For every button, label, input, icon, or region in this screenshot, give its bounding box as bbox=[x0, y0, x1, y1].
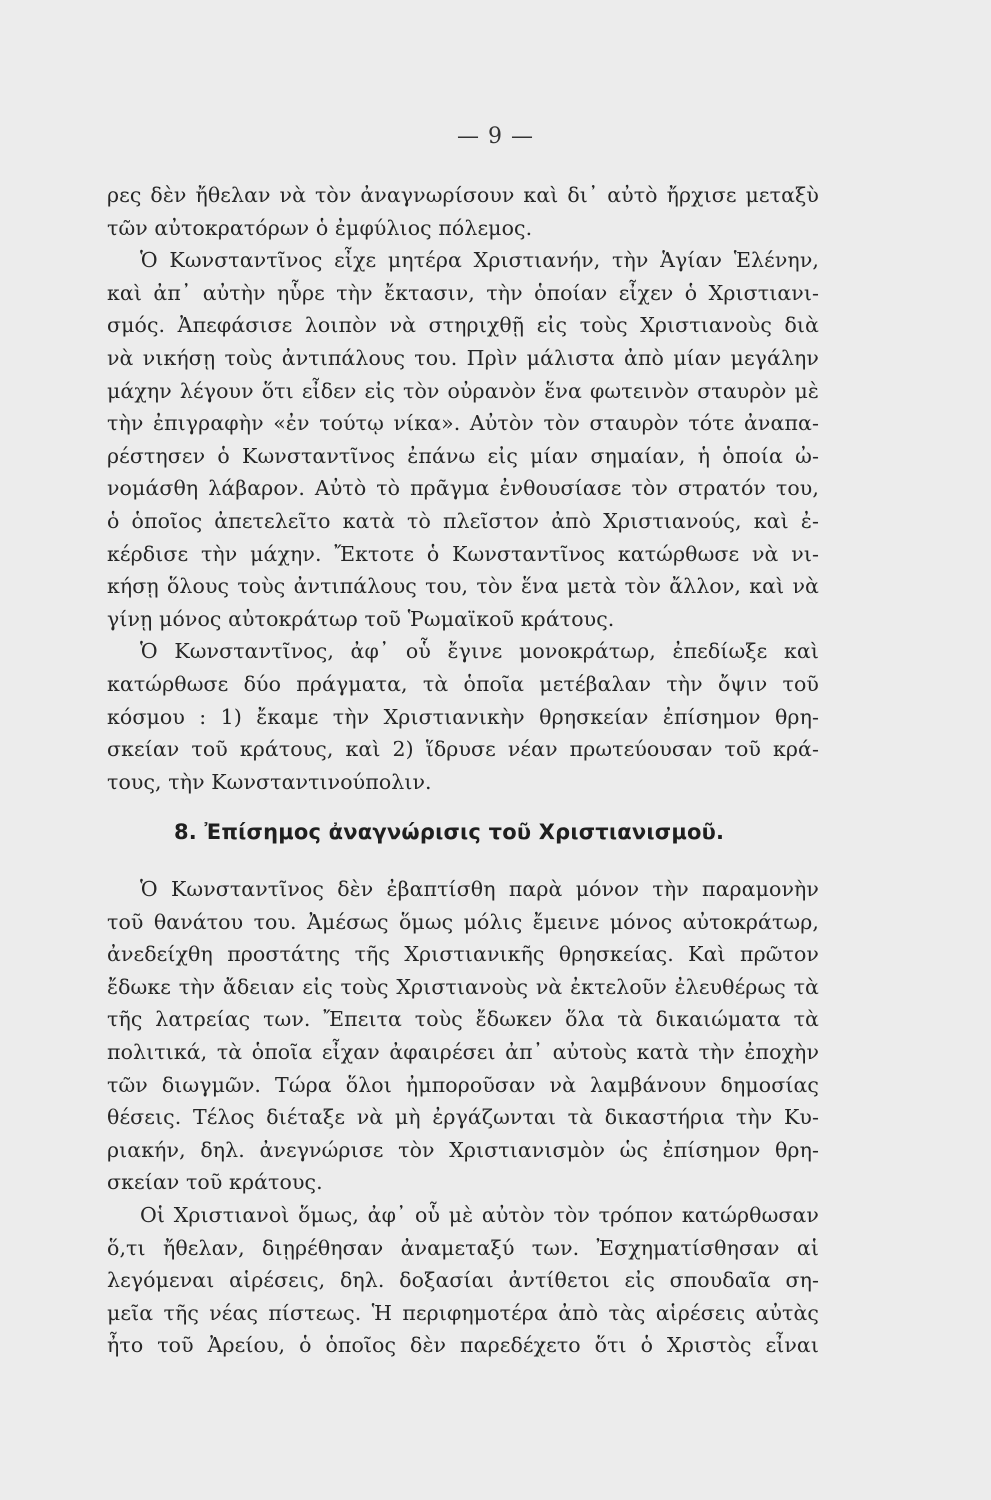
text-line: τῶν αὐτοκρατόρων ὁ ἐμφύλιος πόλεμος. bbox=[107, 215, 533, 240]
text-line: τῶν διωγμῶν. Τώρα ὅλοι ἠμποροῦσαν νὰ λαμβάνουν δημοσίας bbox=[107, 1072, 819, 1097]
text-line: σκείαν τοῦ κράτους, καὶ 2) ἵδρυσε νέαν πρωτεύουσαν τοῦ κρά- bbox=[107, 737, 819, 762]
text-line: κόσμου : 1) ἔκαμε τὴν Χριστιανικὴν θρησκείαν ἐπίσημον θρη- bbox=[107, 704, 819, 729]
text-line: σμός. Ἀπεφάσισε λοιπὸν νὰ στηριχθῇ εἰς τοὺς Χριστιανοὺς διὰ bbox=[107, 313, 819, 338]
text-line: ὁ ὁποῖος ἀπετελεῖτο κατὰ τὸ πλεῖστον ἀπὸ Χριστιανούς, καὶ ἐ- bbox=[107, 508, 819, 533]
text-line: καὶ ἀπ᾽ αὐτὴν ηὗρε τὴν ἔκτασιν, τὴν ὁποίαν εἶχεν ὁ Χριστιανι- bbox=[107, 280, 819, 305]
text-line: γίνῃ μόνος αὐτοκράτωρ τοῦ Ῥωμαϊκοῦ κράτους. bbox=[107, 606, 615, 631]
text-line: μάχην λέγουν ὅτι εἶδεν εἰς τὸν οὐρανὸν ἕνα φωτεινὸν σταυρὸν μὲ bbox=[107, 378, 819, 403]
text-line: κατώρθωσε δύο πράγματα, τὰ ὁποῖα μετέβαλαν τὴν ὄψιν τοῦ bbox=[107, 671, 819, 696]
text-line: τῆς λατρείας των. Ἔπειτα τοὺς ἔδωκεν ὅλα τὰ δικαιώματα τὰ bbox=[107, 1007, 819, 1032]
text-line: ὅ,τι ἤθελαν, διῃρέθησαν ἀναμεταξύ των. Ἐσχηματίσθησαν αἱ bbox=[107, 1235, 819, 1260]
text-line: κέρδισε τὴν μάχην. Ἔκτοτε ὁ Κωνσταντῖνος κατώρθωσε νὰ νι- bbox=[107, 541, 819, 566]
text-line: Οἱ Χριστιανοὶ ὅμως, ἀφ᾽ οὗ μὲ αὐτὸν τὸν τρόπον κατώρθωσαν bbox=[140, 1202, 819, 1227]
text-line: ἔδωκε τὴν ἄδειαν εἰς τοὺς Χριστιανοὺς νὰ ἐκτελοῦν ἐλευθέρως τὰ bbox=[107, 974, 819, 999]
text-line: Ὁ Κωνσταντῖνος, ἀφ᾽ οὗ ἔγινε μονοκράτωρ, ἐπεδίωξε καὶ bbox=[140, 639, 819, 664]
text-line: ρέστησεν ὁ Κωνσταντῖνος ἐπάνω εἰς μίαν σημαίαν, ἡ ὁποία ὠ- bbox=[107, 443, 819, 468]
paragraph-block-2 bbox=[107, 873, 819, 1362]
page-number: — 9 — bbox=[457, 124, 534, 149]
section-heading: 8. Ἐπίσημος ἀναγνώρισις τοῦ Χριστιανισμοῦ. bbox=[174, 820, 725, 844]
text-line: κήσῃ ὅλους τοὺς ἀντιπάλους του, τὸν ἕνα μετὰ τὸν ἄλλον, καὶ νὰ bbox=[107, 574, 819, 599]
text-line: ρες δὲν ἤθελαν νὰ τὸν ἀναγνωρίσουν καὶ δι᾽ αὐτὸ ἤρχισε μεταξὺ bbox=[107, 183, 819, 207]
text-line: τοῦ θανάτου του. Ἀμέσως ὅμως μόλις ἔμεινε μόνος αὐτοκράτωρ, bbox=[107, 909, 819, 934]
text-line: σκείαν τοῦ κράτους. bbox=[107, 1170, 323, 1195]
text-line: νομάσθη λάβαρον. Αὐτὸ τὸ πρᾶγμα ἐνθουσίασε τὸν στρατόν του, bbox=[107, 476, 819, 501]
paragraph-block-1 bbox=[107, 179, 819, 798]
text-line: ἀνεδείχθη προστάτης τῆς Χριστιανικῆς θρησκείας. Καὶ πρῶτον bbox=[107, 942, 819, 967]
text-line: ριακήν, δηλ. ἀνεγνώρισε τὸν Χριστιανισμὸν ὡς ἐπίσημον θρη- bbox=[107, 1137, 819, 1162]
text-line: λεγόμεναι αἱρέσεις, δηλ. δοξασίαι ἀντίθετοι εἰς σπουδαῖα ση- bbox=[107, 1268, 819, 1293]
text-line: ἦτο τοῦ Ἀρείου, ὁ ὁποῖος δὲν παρεδέχετο ὅτι ὁ Χριστὸς εἶναι bbox=[107, 1333, 819, 1358]
text-line: τους, τὴν Κωνσταντινούπολιν. bbox=[107, 769, 432, 794]
text-line: νὰ νικήσῃ τοὺς ἀντιπάλους του. Πρὶν μάλιστα ἀπὸ μίαν μεγάλην bbox=[107, 345, 819, 370]
text-line: θέσεις. Τέλος διέταξε νὰ μὴ ἐργάζωνται τὰ δικαστήρια τὴν Κυ- bbox=[107, 1105, 819, 1130]
text-line: Ὁ Κωνσταντῖνος εἶχε μητέρα Χριστιανήν, τὴν Ἁγίαν Ἑλένην, bbox=[140, 248, 819, 273]
text-line: Ὁ Κωνσταντῖνος δὲν ἐβαπτίσθη παρὰ μόνον τὴν παραμονὴν bbox=[140, 877, 819, 901]
text-line: πολιτικά, τὰ ὁποῖα εἶχαν ἀφαιρέσει ἀπ᾽ αὐτοὺς κατὰ τὴν ἐποχὴν bbox=[107, 1039, 819, 1064]
text-line: τὴν ἐπιγραφὴν «ἐν τούτῳ νίκα». Αὐτὸν τὸν σταυρὸν τότε ἀναπα- bbox=[107, 411, 819, 436]
text-line: μεῖα τῆς νέας πίστεως. Ἡ περιφημοτέρα ἀπὸ τὰς αἱρέσεις αὐτὰς bbox=[107, 1300, 819, 1325]
